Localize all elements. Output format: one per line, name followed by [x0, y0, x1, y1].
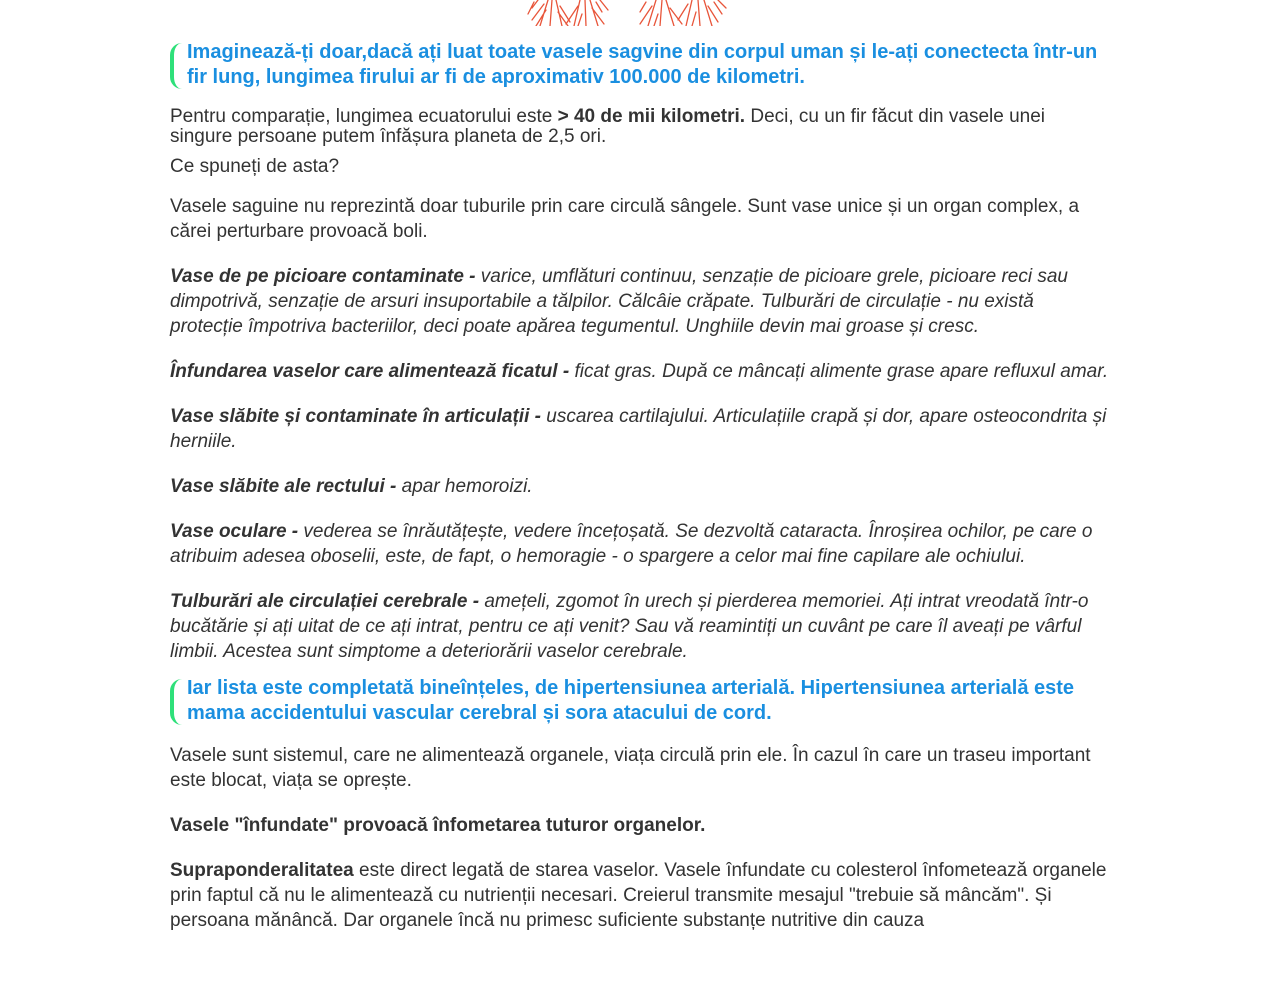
- condition-title: Vase slăbite și contaminate în articulații -: [170, 406, 541, 427]
- highlight-quote: [170, 676, 1110, 726]
- quote-bracket-icon: [170, 679, 183, 725]
- vascular-system-image: [470, 0, 810, 26]
- condition-title: Înfundarea vaselor care alimentează ficatul -: [170, 361, 570, 382]
- highlight-quote: [170, 40, 1110, 90]
- condition-paragraph: [170, 359, 1110, 384]
- condition-paragraph: [170, 474, 1110, 499]
- quote-text: Imaginează-ți doar,dacă ați luat toate vasele sagvine din corpul uman și le-ați conectecta într-un fir lung, lungimea firului ar fi de aproximativ 100.000 de kilometri.: [187, 41, 1098, 88]
- quote-bracket-icon: [170, 43, 183, 89]
- comparison-paragraph: [170, 107, 1110, 147]
- condition-title: Vase slăbite ale rectului -: [170, 476, 397, 497]
- comparison-text: Pentru comparație, lungimea ecuatorului este: [170, 106, 558, 127]
- condition-paragraph: [170, 589, 1110, 664]
- condition-paragraph: [170, 264, 1110, 339]
- comparison-bold: > 40 de mii kilometri.: [557, 106, 746, 127]
- condition-text: amețeli, zgomot în urech și pierderea memoriei. Ați intrat vreodată într-o bucătărie și ați uitat de ce ați intrat, pentru ce ați venit? Sau vă reamintiți un cuvânt pe care îl aveați pe vârful limbii. Acestea sunt simptome a deteriorării vaselor cerebrale.: [170, 591, 1089, 662]
- overweight-bold: Supraponderalitatea: [170, 860, 354, 881]
- condition-text: varice, umflături continuu, senzație de picioare grele, picioare reci sau dimpotrivă, senzație de arsuri insuportabile a tălpilor. Călcâie crăpate. Tulburări de circulație - nu există protecție împotriva bacteriilor, deci poate apărea tegumentul. Unghiile devin mai groase și cresc.: [170, 266, 1068, 337]
- condition-title: Vase oculare -: [170, 521, 299, 542]
- system-paragraph: Vasele sunt sistemul, care ne alimentează organele, viața circulă prin ele. În cazul în care un traseu important este blocat, viața se oprește.: [170, 745, 1091, 791]
- comparison-text-end: Deci, cu un fir făcut din vasele unei singure persoane putem înfășura planeta de 2,5 ori.: [170, 106, 1045, 147]
- blocked-vessels-paragraph: Vasele "înfundate" provoacă înfometarea tuturor organelor.: [170, 815, 706, 836]
- condition-title: Vase de pe picioare contaminate -: [170, 266, 476, 287]
- overweight-text: este direct legată de starea vaselor. Vasele înfundate cu colesterol înfometează organele prin faptul că nu le alimentează cu nutrienții necesari. Creierul transmite mesajul "trebuie să mâncăm". Și persoana mănâncă. Dar organele încă nu primesc suficiente substanțe nutritive din cauza: [170, 860, 1107, 931]
- overweight-paragraph: [170, 858, 1110, 933]
- quote-text: Iar lista este completată bineînțeles, de hipertensiunea arterială. Hipertensiunea arterială este mama accidentului vascular cerebral și sora atacului de cord.: [187, 677, 1075, 724]
- article-body: [170, 40, 1110, 933]
- condition-paragraph: [170, 519, 1110, 569]
- vessels-intro-paragraph: Vasele saguine nu reprezintă doar tuburile prin care circulă sângele. Sunt vase unice și un organ complex, a cărei perturbare provoacă boli.: [170, 196, 1080, 242]
- condition-text: vederea se înrăutățește, vedere încețoșată. Se dezvoltă cataracta. Înroșirea ochilor, pe care o atribuim adesea oboselii, este, de fapt, o hemoragie - o spargere a celor mai fine capilare ale ochiului.: [170, 521, 1093, 567]
- question-paragraph: Ce spuneți de asta?: [170, 156, 340, 177]
- condition-title: Tulburări ale circulației cerebrale -: [170, 591, 480, 612]
- condition-paragraph: [170, 404, 1110, 454]
- condition-text: apar hemoroizi.: [396, 476, 533, 497]
- condition-text: ficat gras. După ce mâncați alimente grase apare refluxul amar.: [569, 361, 1109, 382]
- condition-text: uscarea cartilajului. Articulațiile crapă și dor, apare osteocondrita și herniile.: [170, 406, 1107, 452]
